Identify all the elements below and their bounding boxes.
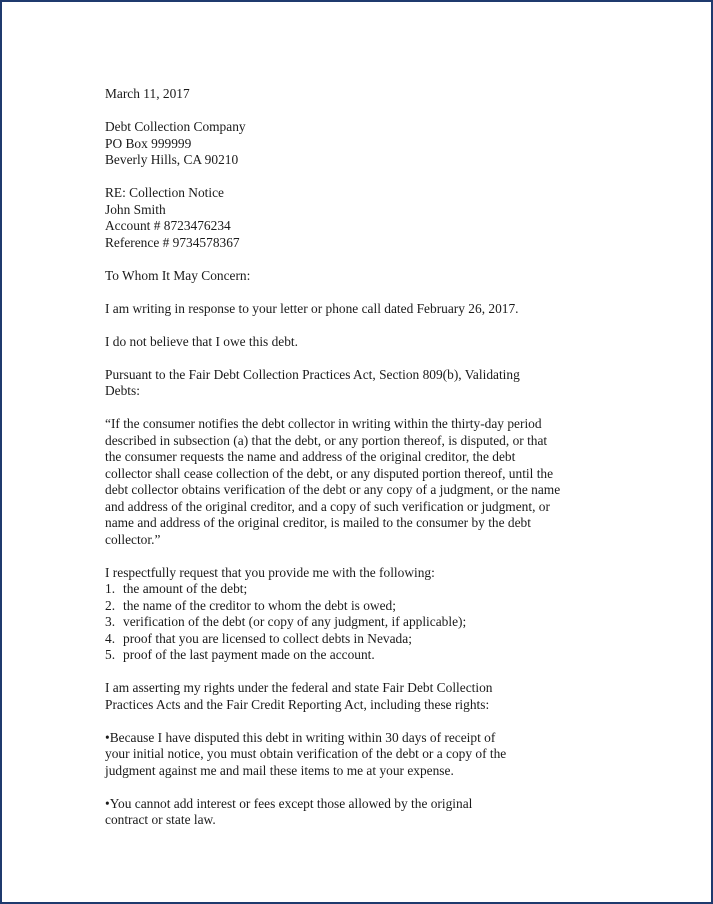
list-item-text: proof of the last payment made on the account. xyxy=(123,647,375,662)
recipient-address xyxy=(105,119,625,169)
salutation: To Whom It May Concern: xyxy=(105,267,251,283)
statute-quote xyxy=(105,416,625,548)
reference-block xyxy=(105,185,625,251)
bullet-verification xyxy=(105,730,625,780)
bullet-line: contract or state law. xyxy=(105,812,216,827)
list-item-text: the amount of the debt; xyxy=(123,581,248,596)
list-item xyxy=(105,647,625,664)
account-number: Account # 8723476234 xyxy=(105,218,231,233)
bullet-line: your initial notice, you must obtain verification of the debt or a copy of the xyxy=(105,746,507,761)
list-item xyxy=(105,631,625,648)
bullet-line: judgment against me and mail these items to me at your expense. xyxy=(105,762,454,778)
list-item-text: proof that you are licensed to collect debts in Nevada; xyxy=(123,630,412,646)
request-section xyxy=(105,565,625,664)
pursuant-line: Debts: xyxy=(105,383,140,398)
rights-line: I am asserting my rights under the federal and state Fair Debt Collection xyxy=(105,680,493,695)
bullet-line: •You cannot add interest or fees except those allowed by the original xyxy=(105,795,473,811)
list-item xyxy=(105,598,625,615)
reference-number: Reference # 9734578367 xyxy=(105,234,240,250)
recipient-address-line2: Beverly Hills, CA 90210 xyxy=(105,152,239,167)
list-item xyxy=(105,581,625,598)
not-owe-paragraph xyxy=(105,334,625,351)
bullet-line: •Because I have disputed this debt in writing within 30 days of receipt of xyxy=(105,729,496,745)
list-item-number: 4. xyxy=(105,630,116,646)
list-item-number: 2. xyxy=(105,597,116,613)
quote-line: debt collector obtains verification of the debt or any copy of a judgment, or the name xyxy=(105,482,561,497)
quote-line: collector shall cease collection of the debt, or any disputed portion thereof, until the xyxy=(105,465,554,481)
account-holder-name: John Smith xyxy=(105,201,166,217)
re-line: RE: Collection Notice xyxy=(105,185,225,200)
quote-line: “If the consumer notifies the debt collector in writing within the thirty-day period xyxy=(105,416,542,431)
quote-line: and address of the original creditor, and a copy of such verification or judgment, or xyxy=(105,498,550,514)
list-item-number: 1. xyxy=(105,581,116,596)
quote-line: collector.” xyxy=(105,531,161,547)
request-intro: I respectfully request that you provide me with the following: xyxy=(105,564,435,580)
quote-line: the consumer requests the name and address of the original creditor, the debt xyxy=(105,449,516,464)
list-item-number: 5. xyxy=(105,647,116,662)
quote-line: described in subsection (a) that the debt, or any portion thereof, is disputed, or that xyxy=(105,432,548,448)
quote-line: name and address of the original creditor, is mailed to the consumer by the debt xyxy=(105,515,531,530)
letter-date: March 11, 2017 xyxy=(105,86,190,101)
letter-date-block xyxy=(105,86,625,103)
list-item-text: verification of the debt (or copy of any judgment, if applicable); xyxy=(123,614,467,629)
recipient-address-line1: PO Box 999999 xyxy=(105,135,192,151)
pursuant-line: Pursuant to the Fair Debt Collection Practices Act, Section 809(b), Validating xyxy=(105,366,520,382)
salutation-block xyxy=(105,268,625,285)
bullet-interest-fees xyxy=(105,796,625,829)
list-item-number: 3. xyxy=(105,614,116,629)
request-list xyxy=(105,581,625,664)
rights-paragraph xyxy=(105,680,625,713)
response-paragraph xyxy=(105,301,625,318)
not-owe-text: I do not believe that I owe this debt. xyxy=(105,333,299,349)
response-text: I am writing in response to your letter or phone call dated February 26, 2017. xyxy=(105,300,519,316)
rights-line: Practices Acts and the Fair Credit Reporting Act, including these rights: xyxy=(105,696,490,712)
pursuant-paragraph xyxy=(105,367,625,400)
recipient-name: Debt Collection Company xyxy=(105,119,246,134)
list-item xyxy=(105,614,625,631)
list-item-text: the name of the creditor to whom the debt is owed; xyxy=(123,597,396,613)
letter-body xyxy=(105,86,625,845)
